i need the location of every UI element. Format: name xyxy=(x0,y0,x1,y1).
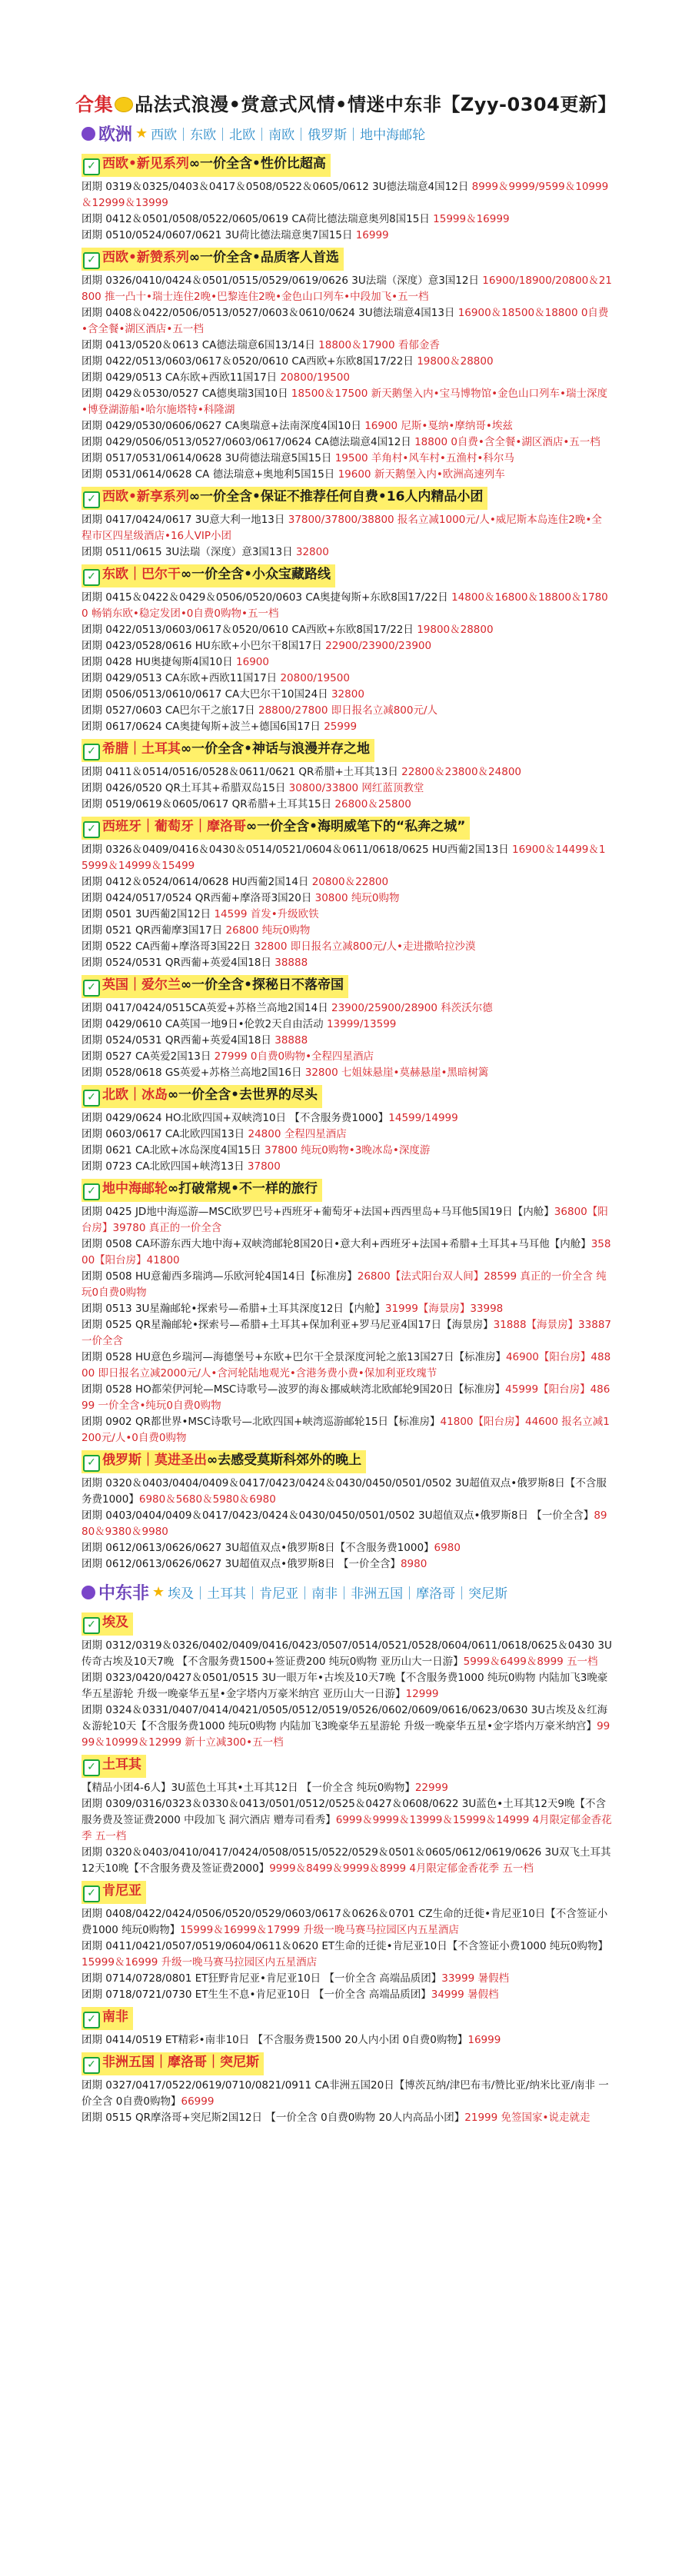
tour-price: 25999 xyxy=(324,721,358,733)
category-subtitle: ∞一价全含•去世界的尽头 xyxy=(168,1087,318,1103)
tour-price: 35800【阳台房】41800 xyxy=(82,1238,611,1266)
region-header xyxy=(82,1580,612,1604)
tour-price: 6999＆9999＆13999＆15999＆14999 4月限定郁金香花季 五一档 xyxy=(82,1814,612,1842)
tour-price: 45999【阳台房】48699 一价全含•纯玩0自费0购物 xyxy=(82,1383,610,1412)
tour-details: 团期 0528 HO都荣伊河轮—MSC诗歌号—波罗的海＆挪威峡湾北欧邮轮9国20日【标准房】 xyxy=(82,1383,506,1396)
tour-price: 19600 新天鹅堡入内•欧洲高速列车 xyxy=(338,468,505,481)
tour-item xyxy=(82,1301,612,1317)
tour-details: 团期 0423/0528/0616 HU东欧+小巴尔干8国17日 xyxy=(82,640,326,652)
tour-item xyxy=(82,1987,612,2003)
category-header xyxy=(82,1085,322,1108)
category-title: 东欧｜巴尔干 xyxy=(102,567,181,582)
tour-item xyxy=(82,638,612,654)
tour-details: 团期 0528/0618 GS英爱+苏格兰高地2国16日 xyxy=(82,1067,305,1079)
checkmark-icon: ✓ xyxy=(83,252,100,269)
tour-details: 团期 0621 CA北欧+冰岛深度4国15日 xyxy=(82,1144,264,1157)
region-tagline: 埃及｜土耳其｜肯尼亚｜南非｜非洲五国｜摩洛哥｜突尼斯 xyxy=(168,1586,508,1602)
star-icon: ★ xyxy=(152,1584,165,1600)
tour-item xyxy=(82,671,612,687)
tour-details: 团期 0326/0410/0424＆0501/0515/0529/0619/0626 3U法瑞（深度）意3国12日 xyxy=(82,275,483,287)
tour-price: 18800＆17900 看郁金香 xyxy=(318,339,440,351)
tour-price: 21999 免签国家•说走就走 xyxy=(464,2112,591,2124)
category-title: 西班牙｜葡萄牙｜摩洛哥 xyxy=(102,819,246,834)
tour-price: 31888【海景房】33887 一价全含 xyxy=(82,1319,612,1347)
tour-price: 28800/27800 即日报名立减800元/人 xyxy=(258,704,438,717)
tour-details: 团期 0612/0613/0626/0627 3U超值双点•俄罗斯8日【不含服务费1000】 xyxy=(82,1542,434,1554)
tour-item xyxy=(82,1670,612,1702)
tour-price: 41800【阳台房】44600 报名立减1200元/人•0自费0购物 xyxy=(82,1416,610,1444)
tour-item xyxy=(82,890,612,907)
tour-price: 14599 首发•升级欧铁 xyxy=(214,908,319,920)
category-header xyxy=(82,1450,366,1473)
tour-price: 36800【阳台房】39780 真正的一价全含 xyxy=(82,1206,608,1234)
tour-price: 18800 0自费•含全餐•湖区酒店•五一档 xyxy=(414,436,601,448)
category-header xyxy=(82,1881,146,1904)
tour-details: 团期 0525 QR星瀚邮轮•探索号—希腊+土耳其+保加利亚+罗马尼亚4国17日【海景房】 xyxy=(82,1319,494,1331)
tour-details: 团期 0312/0319＆0326/0402/0409/0416/0423/0507/0514/0521/0528/0604/0611/0618/0625＆0430 3U传奇古埃及10天7晚 【不含服务费1500+签证费200 纯玩0购物 亚历山大一日游】 xyxy=(82,1639,612,1668)
tour-details: 团期 0522 CA西葡+摩洛哥3国22日 xyxy=(82,940,255,953)
tour-item xyxy=(82,179,612,211)
tour-item xyxy=(82,874,612,890)
tour-price: 20800/19500 xyxy=(280,371,350,384)
tour-details: 团期 0428 HU奥捷匈斯4国10日 xyxy=(82,656,237,668)
tour-details: 团期 0524/0531 QR西葡+英爱4国18日 xyxy=(82,1034,275,1047)
tour-details: 团期 0506/0513/0610/0617 CA大巴尔干10国24日 xyxy=(82,688,331,701)
tour-price: 24800 全程四星酒店 xyxy=(248,1128,347,1140)
tour-details: 团期 0429/0513 CA东欧+西欧11国17日 xyxy=(82,672,281,684)
category-subtitle: ∞一价全含•性价比超高 xyxy=(188,156,326,171)
tour-details: 团期 0603/0617 CA北欧四国13日 xyxy=(82,1128,248,1140)
category-header xyxy=(82,975,348,998)
tour-item xyxy=(82,2110,612,2126)
tour-item xyxy=(82,1017,612,1033)
category-subtitle: ∞一价全含•神话与浪漫并存之地 xyxy=(181,741,371,757)
tour-price: 16900/18900/20800＆21800 推一凸十•瑞士连住2晚•巴黎连住2晚•金色山口列车•中段加飞•五一档 xyxy=(82,275,612,303)
tour-item xyxy=(82,1540,612,1556)
tour-price: 20800/19500 xyxy=(280,672,350,684)
category-header xyxy=(82,564,335,587)
tour-item xyxy=(82,907,612,923)
category-subtitle: ∞一价全含•海明威笔下的“私奔之城” xyxy=(246,819,466,834)
checkmark-icon: ✓ xyxy=(83,1090,100,1107)
checkmark-icon: ✓ xyxy=(83,1183,100,1200)
tour-details: 团期 0417/0424/0617 3U意大利一地13日 xyxy=(82,514,288,526)
tour-details: 团期 0411/0421/0507/0519/0604/0611＆0620 ET生命的迁徙•肯尼亚10日【不含签证小费1000 纯玩0购物】 xyxy=(82,1940,608,1952)
tour-item xyxy=(82,305,612,338)
checkmark-icon: ✓ xyxy=(83,158,100,175)
region-dot-icon xyxy=(82,127,95,141)
tour-details: 团期 0902 QR都世界•MSC诗歌号—北欧四国+峡湾巡游邮轮15日【标准房】 xyxy=(82,1416,441,1428)
tour-price: 26800【法式阳台双人间】28599 真正的一价全含 纯玩0自费0购物 xyxy=(82,1270,607,1299)
category-header xyxy=(82,739,374,762)
tour-price: 8999＆9999/9599＆10999＆12999＆13999 xyxy=(82,181,609,209)
tour-item xyxy=(82,939,612,955)
tour-price: 37800 纯玩0购物•3晚冰岛•深度游 xyxy=(264,1144,431,1157)
page-title xyxy=(0,89,692,116)
tour-item xyxy=(82,1702,612,1751)
tour-price: 37800/37800/38800 报名立减1000元/人•威尼斯本岛连住2晚•全程市区四星级酒店•16人VIP小团 xyxy=(82,514,602,542)
tour-item xyxy=(82,386,612,418)
tour-price: 32800 七姐妹悬崖•莫赫悬崖•黑暗树篱 xyxy=(304,1067,489,1079)
tour-details: 团期 0320＆0403/0404/0409＆0417/0423/0424＆0430/0450/0501/0502 3U超值双点•俄罗斯8日【不含服务费1000】 xyxy=(82,1477,607,1506)
tour-item xyxy=(82,2078,612,2110)
tour-details: 团期 0527 CA英爱2国13日 xyxy=(82,1050,215,1063)
tour-details: 团期 0521 QR西葡摩3国17日 xyxy=(82,924,226,937)
tour-item xyxy=(82,1845,612,1877)
tour-price: 66999 xyxy=(181,2095,215,2108)
tour-item xyxy=(82,451,612,467)
tour-item xyxy=(82,1796,612,1845)
tour-details: 团期 0511/0615 3U法瑞（深度）意3国13日 xyxy=(82,546,296,558)
tour-price: 32800 即日报名立减800元/人•走进撒哈拉沙漠 xyxy=(254,940,476,953)
tour-item xyxy=(82,955,612,971)
category-subtitle: ∞一价全含•小众宝藏路线 xyxy=(181,567,331,582)
tour-price: 15999＆16999＆17999 升级一晚马赛马拉园区内五星酒店 xyxy=(180,1924,459,1936)
tour-details: 团期 0714/0728/0801 ET狂野肯尼亚•肯尼亚10日 【一价全含 高端品质团】 xyxy=(82,1972,442,1985)
tour-details: 团期 0510/0524/0607/0621 3U荷比德法瑞意奥7国15日 xyxy=(82,229,356,241)
tour-price: 26800 纯玩0购物 xyxy=(225,924,311,937)
category-header xyxy=(82,487,487,510)
tour-item xyxy=(82,1382,612,1414)
tour-details: 团期 0519/0619＆0605/0617 QR希腊+土耳其15日 xyxy=(82,798,335,810)
tour-item xyxy=(82,703,612,719)
tour-details: 团期 0429/0506/0513/0527/0603/0617/0624 CA德法瑞意4国12日 xyxy=(82,436,415,448)
tour-item xyxy=(82,1476,612,1508)
tour-price: 34999 暑假档 xyxy=(431,1989,499,2001)
category-header xyxy=(82,248,344,271)
tour-item xyxy=(82,923,612,939)
tour-details: 团期 0426/0520 QR土耳其+希腊双岛15日 xyxy=(82,782,289,794)
tour-price: 9999＆8499＆9999＆8999 4月限定郁金香花季 五一档 xyxy=(269,1862,534,1875)
tour-details: 团期 0324＆0331/0407/0414/0421/0505/0512/0519/0526/0602/0609/0616/0623/0630 3U古埃及＆红海＆游轮10天【不含服务费1000 纯玩0购物 内陆加飞3晚豪华五星游轮 升级一晚豪华五星•金字塔内万豪米纳宫】 xyxy=(82,1704,608,1732)
checkmark-icon: ✓ xyxy=(83,744,100,760)
tour-details: 团期 0429＆0530/0527 CA德奥瑞3国10日 xyxy=(82,388,291,400)
tour-item xyxy=(82,1317,612,1350)
category-title: 土耳其 xyxy=(102,1757,141,1772)
tour-details: 团期 0528 HU意色乡瑞河—海德堡号+东欧+巴尔干全景深度河轮之旅13国27日【标准房】 xyxy=(82,1351,506,1363)
tour-details: 团期 0309/0316/0323＆0330＆0413/0501/0512/0525＆0427＆0608/0622 3U蓝色•土耳其12天9晚【不含服务费及签证费2000 中段加飞 洞穴酒店 赠寿司看秀】 xyxy=(82,1798,606,1826)
tour-item xyxy=(82,1033,612,1049)
category-title: 西欧•新见系列 xyxy=(102,156,189,171)
tour-price: 32800 xyxy=(331,688,364,701)
tour-price: 16900 尼斯•戛纳•摩纳哥•埃兹 xyxy=(364,420,513,432)
tour-details: 团期 0320＆0403/0410/0417/0424/0508/0515/0522/0529＆0501＆0605/0612/0619/0626 3U双飞土耳其12天10晚【不含服务费及签证费2000】 xyxy=(82,1846,611,1875)
tour-details: 团期 0517/0531/0614/0628 3U荷德法瑞意5国15日 xyxy=(82,452,335,464)
tour-details: 团期 0412＆0524/0614/0628 HU西葡2国14日 xyxy=(82,876,312,888)
category-title: 非洲五国｜摩洛哥｜突尼斯 xyxy=(102,2055,259,2070)
category-header xyxy=(82,1755,146,1778)
category-title: 西欧•新赞系列 xyxy=(102,250,189,265)
tour-price: 22999 xyxy=(414,1782,448,1794)
tour-details: 团期 0723 CA北欧四国+峡湾13日 xyxy=(82,1160,248,1173)
tour-price: 16999 xyxy=(467,2034,501,2046)
tour-price: 30800/33800 网红蓝顶教堂 xyxy=(288,782,424,794)
tour-item xyxy=(82,780,612,797)
tour-details: 团期 0524/0531 QR西葡+英爱4国18日 xyxy=(82,957,275,969)
tour-price: 46900【阳台房】48800 即日报名立减2000元/人•含河轮陆地观光•含港务费小费•保加利亚玫瑰节 xyxy=(82,1351,611,1380)
region-header xyxy=(82,121,612,145)
tour-item xyxy=(82,1269,612,1301)
tour-details: 团期 0412＆0501/0508/0522/0605/0619 CA荷比德法瑞意奥列8国15日 xyxy=(82,213,434,225)
tour-price: 32800 xyxy=(295,546,329,558)
tour-item xyxy=(82,370,612,386)
tour-item xyxy=(82,211,612,228)
tour-item xyxy=(82,1939,612,1971)
category-subtitle: ∞一价全含•品质客人首选 xyxy=(188,250,339,265)
category-header xyxy=(82,1612,133,1636)
tour-details: 团期 0319＆0325/0403＆0417＆0508/0522＆0605/0612 3U德法瑞意4国12日 xyxy=(82,181,472,193)
region-name: 欧洲 xyxy=(98,125,133,145)
tour-price: 16900＆14499＆15999＆14999＆15499 xyxy=(82,844,606,872)
category-title: 英国｜爱尔兰 xyxy=(102,977,181,993)
tour-details: 团期 0508 CA环游东西大地中海+双峡湾邮轮8国20日•意大利+西班牙+法国+希腊+土耳其+马耳他【内舱】 xyxy=(82,1238,591,1250)
tour-price: 16999 xyxy=(355,229,389,241)
tour-price: 5999＆6499＆8999 五一档 xyxy=(463,1656,598,1668)
checkmark-icon: ✓ xyxy=(83,569,100,586)
tour-details: 团期 0425 JD地中海巡游—MSC欧罗巴号+西班牙+葡萄牙+法国+西西里岛+马耳他5国19日【内舱】 xyxy=(82,1206,554,1218)
tour-item xyxy=(82,1906,612,1939)
tour-details: 团期 0326＆0409/0416＆0430＆0514/0521/0604＆0611/0618/0625 HU西葡2国13日 xyxy=(82,844,512,856)
tour-price: 37800 xyxy=(247,1160,281,1173)
tour-item xyxy=(82,590,612,622)
tour-details: 【精品小团4-6人】3U蓝色土耳其•土耳其12日 【一价全含 纯玩0购物】 xyxy=(82,1782,415,1794)
tour-price: 19800＆28800 xyxy=(417,355,494,368)
tour-item xyxy=(82,1556,612,1573)
category-header xyxy=(82,2052,264,2075)
tour-price: 16900＆18500＆18800 0自费•含全餐•湖区酒店•五一档 xyxy=(82,307,609,335)
tour-price: 19800＆28800 xyxy=(417,624,494,636)
tour-details: 团期 0411＆0514/0516/0528＆0611/0621 QR希腊+土耳其13日 xyxy=(82,766,402,778)
tour-details: 团期 0327/0417/0522/0619/0710/0821/0911 CA非洲五国20日【博茨瓦纳/津巴布韦/赞比亚/纳米比亚/南非 一价全含 0自费0购物】 xyxy=(82,2079,609,2108)
tour-price: 8980＆9380＆9980 xyxy=(82,1509,607,1538)
category-title: 西欧•新享系列 xyxy=(102,489,189,504)
tour-item xyxy=(82,719,612,735)
region-dot-icon xyxy=(82,1586,95,1599)
tour-details: 团期 0429/0624 HO北欧四国+双峡湾10日 【不含服务费1000】 xyxy=(82,1112,389,1124)
tour-price: 38888 xyxy=(274,1034,308,1047)
tour-details: 团期 0323/0420/0427＆0501/0515 3U一眼万年•古埃及10天7晚【不含服务费1000 纯玩0购物 内陆加飞3晚豪华五星游轮 升级一晚豪华五星•金字塔内万豪米纳宫 亚历山大一日游】 xyxy=(82,1672,608,1700)
tour-item xyxy=(82,2032,612,2048)
category-subtitle: ∞一价全含•保证不推荐任何自费•16人内精品小团 xyxy=(188,489,484,504)
tour-item xyxy=(82,687,612,703)
tour-price: 15999＆16999 xyxy=(433,213,510,225)
tour-price: 14599/14999 xyxy=(388,1112,458,1124)
title-prefix: 合集 xyxy=(75,94,114,115)
checkmark-icon: ✓ xyxy=(83,1885,100,1902)
tour-price: 23900/25900/28900 科茨沃尔德 xyxy=(331,1002,493,1014)
title-text: 品法式浪漫•赏意式风情•情迷中东非【Zyy-0304更新】 xyxy=(135,94,617,115)
checkmark-icon: ✓ xyxy=(83,1617,100,1634)
tour-details: 团期 0413/0520＆0613 CA德法瑞意6国13/14日 xyxy=(82,339,319,351)
tour-item xyxy=(82,622,612,638)
tour-details: 团期 0617/0624 CA奥捷匈斯+波兰+德国6国17日 xyxy=(82,721,324,733)
itinerary-list xyxy=(82,117,612,2126)
tour-price: 6980 xyxy=(434,1542,461,1554)
tour-details: 团期 0515 QR摩洛哥+突尼斯2国12日 【一价全含 0自费0购物 20人内高品小团】 xyxy=(82,2112,465,2124)
tour-item xyxy=(82,467,612,483)
tour-item xyxy=(82,1143,612,1159)
tour-item xyxy=(82,1110,612,1127)
category-title: 地中海邮轮 xyxy=(102,1181,168,1196)
tour-item xyxy=(82,1204,612,1236)
tour-details: 团期 0403/0404/0409＆0417/0423/0424＆0430/0450/0501/0502 3U超值双点•俄罗斯8日 【一价全含】 xyxy=(82,1509,594,1522)
tour-item xyxy=(82,842,612,874)
tour-price: 16900 xyxy=(236,656,269,668)
category-title: 北欧｜冰岛 xyxy=(102,1087,168,1103)
checkmark-icon: ✓ xyxy=(83,1759,100,1776)
tour-details: 团期 0513 3U星瀚邮轮•探索号—希腊+土耳其深度12日【内舱】 xyxy=(82,1303,385,1315)
category-title: 南非 xyxy=(102,2009,128,2025)
tour-price: 26800＆25800 xyxy=(334,798,411,810)
tour-price: 31999【海景房】33998 xyxy=(384,1303,504,1315)
tour-price: 18500＆17500 新天鹅堡入内•宝马博物馆•金色山口列车•瑞士深度•博登湖游船•哈尔施塔特•科隆湖 xyxy=(82,388,607,416)
tour-item xyxy=(82,1065,612,1081)
tour-item xyxy=(82,797,612,813)
category-header xyxy=(82,154,331,177)
category-subtitle: ∞去感受莫斯科郊外的晚上 xyxy=(207,1453,362,1468)
tour-details: 团期 0424/0517/0524 QR西葡+摩洛哥3国20日 xyxy=(82,892,315,904)
tour-price: 13999/13599 xyxy=(326,1018,397,1030)
region-tagline: 西欧｜东欧｜北欧｜南欧｜俄罗斯｜地中海邮轮 xyxy=(151,128,426,143)
category-subtitle: ∞打破常规•不一样的旅行 xyxy=(168,1181,318,1196)
tour-price: 33999 暑假档 xyxy=(441,1972,509,1985)
tour-item xyxy=(82,654,612,671)
category-title: 埃及 xyxy=(102,1615,128,1630)
tour-price: 8980 xyxy=(400,1558,428,1570)
checkmark-icon: ✓ xyxy=(83,821,100,838)
tour-price: 38888 xyxy=(274,957,308,969)
tour-details: 团期 0415＆0422＆0429＆0506/0520/0603 CA奥捷匈斯+东欧8国17/22日 xyxy=(82,591,452,604)
tour-price: 20800＆22800 xyxy=(311,876,389,888)
tour-item xyxy=(82,544,612,561)
category-title: 希腊｜土耳其 xyxy=(102,741,181,757)
tour-item xyxy=(82,1414,612,1446)
tour-details: 团期 0501 3U西葡2国12日 xyxy=(82,908,215,920)
spacer xyxy=(82,1573,612,1576)
tour-price: 9999＆10999＆12999 新十立减300•五一档 xyxy=(82,1720,610,1749)
checkmark-icon: ✓ xyxy=(83,1455,100,1472)
tour-price: 6980＆5680＆5980＆6980 xyxy=(138,1493,276,1506)
tour-price: 22800＆23800＆24800 xyxy=(401,766,521,778)
tour-price: 30800 纯玩0购物 xyxy=(314,892,400,904)
category-title: 肯尼亚 xyxy=(102,1883,141,1899)
checkmark-icon: ✓ xyxy=(83,491,100,508)
checkmark-icon: ✓ xyxy=(83,2012,100,2029)
checkmark-icon: ✓ xyxy=(83,980,100,997)
tour-details: 团期 0417/0424/0515CA英爱+苏格兰高地2国14日 xyxy=(82,1002,331,1014)
tour-details: 团期 0718/0721/0730 ET生生不息•肯尼亚10日 【一价全含 高端品质团】 xyxy=(82,1989,431,2001)
tour-details: 团期 0422/0513/0603/0617＆0520/0610 CA西欧+东欧8国17/22日 xyxy=(82,355,418,368)
tour-item xyxy=(82,512,612,544)
tour-item xyxy=(82,273,612,305)
tour-price: 14800＆16800＆18800＆17800 畅销东欧•稳定发团•0自费0购物•五一档 xyxy=(82,591,608,620)
tour-price: 27999 0自费0购物•全程四星酒店 xyxy=(214,1050,374,1063)
checkmark-icon: ✓ xyxy=(83,2057,100,2074)
tour-details: 团期 0612/0613/0626/0627 3U超值双点•俄罗斯8日 【一价全含】 xyxy=(82,1558,401,1570)
tour-item xyxy=(82,1638,612,1670)
tour-item xyxy=(82,1508,612,1540)
category-header xyxy=(82,2007,133,2030)
tour-item xyxy=(82,1971,612,1987)
tour-details: 团期 0508 HU意葡西多瑞鸿—乐欧河轮4国14日【标准房】 xyxy=(82,1270,358,1283)
tour-price: 19500 羊角村•风车村•五渔村•科尔马 xyxy=(334,452,514,464)
tour-details: 团期 0422/0513/0603/0617＆0520/0610 CA西欧+东欧8国17/22日 xyxy=(82,624,418,636)
tour-details: 团期 0527/0603 CA巴尔干之旅17日 xyxy=(82,704,258,717)
tour-price: 12999 xyxy=(405,1688,439,1700)
tour-item xyxy=(82,1236,612,1269)
tour-item xyxy=(82,434,612,451)
tour-item xyxy=(82,338,612,354)
category-title: 俄罗斯｜莫进圣出 xyxy=(102,1453,207,1468)
lemon-icon xyxy=(115,97,133,112)
tour-details: 团期 0429/0513 CA东欧+西欧11国17日 xyxy=(82,371,281,384)
tour-item xyxy=(82,1049,612,1065)
tour-details: 团期 0429/0530/0606/0627 CA奥瑞意+法南深度4国10日 xyxy=(82,420,365,432)
tour-item xyxy=(82,418,612,434)
tour-item xyxy=(82,228,612,244)
tour-item xyxy=(82,1780,612,1796)
tour-item xyxy=(82,354,612,370)
tour-item xyxy=(82,1000,612,1017)
tour-item xyxy=(82,1127,612,1143)
tour-details: 团期 0531/0614/0628 CA 德法瑞意+奥地利5国15日 xyxy=(82,468,338,481)
tour-details: 团期 0408/0422/0424/0506/0520/0529/0603/0617＆0626＆0701 CZ生命的迁徙•肯尼亚10日【不含签证小费1000 纯玩0购物】 xyxy=(82,1908,608,1936)
tour-item xyxy=(82,764,612,780)
tour-price: 15999＆16999 升级一晚马赛马拉园区内五星酒店 xyxy=(82,1956,318,1969)
category-subtitle: ∞一价全含•探秘日不落帝国 xyxy=(181,977,344,993)
tour-item xyxy=(82,1159,612,1175)
star-icon: ★ xyxy=(135,125,148,141)
tour-item xyxy=(82,1350,612,1382)
tour-price: 22900/23900/23900 xyxy=(325,640,432,652)
tour-details: 团期 0408＆0422/0506/0513/0527/0603＆0610/0624 3U德法瑞意4国13日 xyxy=(82,307,458,319)
tour-details: 团期 0429/0610 CA英国一地9日•伦敦2天自由活动 xyxy=(82,1018,327,1030)
region-name: 中东非 xyxy=(98,1584,150,1603)
tour-details: 团期 0414/0519 ET精彩•南非10日 【不含服务费1500 20人内小团 0自费0购物】 xyxy=(82,2034,468,2046)
category-header xyxy=(82,1179,322,1202)
category-header xyxy=(82,817,470,840)
